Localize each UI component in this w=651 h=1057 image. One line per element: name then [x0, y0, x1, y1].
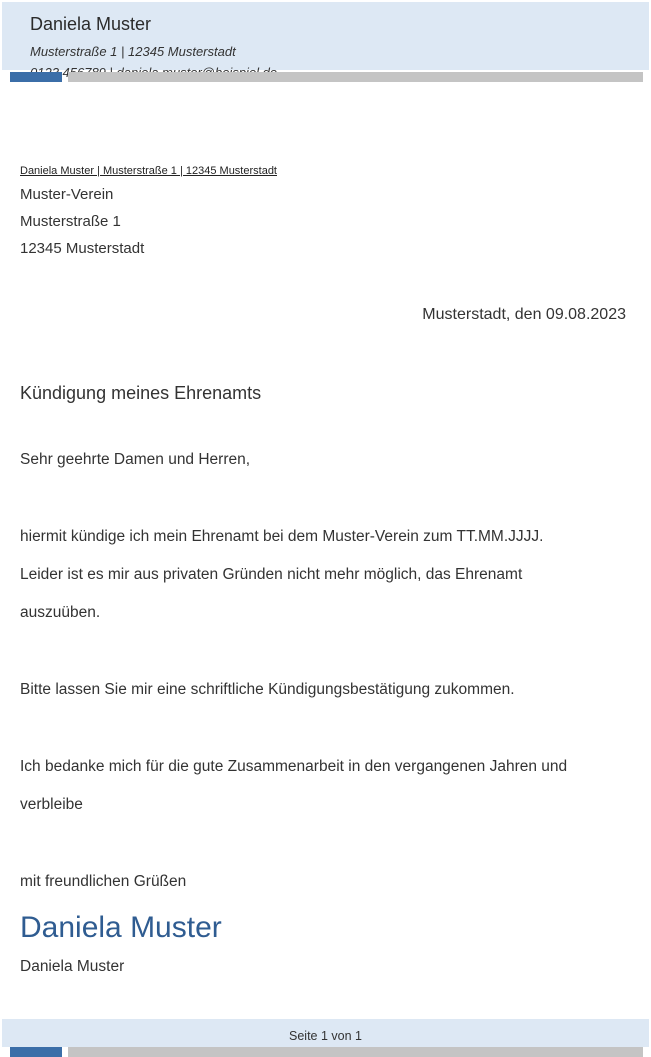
sender-line: Daniela Muster | Musterstraße 1 | 12345 Musterstadt [20, 165, 277, 177]
recipient-city: 12345 Musterstadt [20, 240, 145, 257]
header-divider-bar [68, 72, 643, 82]
body-line: Ich bedanke mich für die gute Zusammenarbeit in den vergangenen Jahren und [20, 758, 568, 775]
closing: mit freundlichen Grüßen [20, 873, 187, 890]
header-accent-bar [10, 72, 62, 82]
letterhead-name: Daniela Muster [30, 14, 152, 34]
footer-accent-bar [10, 1047, 62, 1057]
signature: Daniela Muster [20, 911, 222, 944]
recipient-street: Musterstraße 1 [20, 213, 121, 230]
date-line: Musterstadt, den 09.08.2023 [422, 306, 626, 323]
letter-subject: Kündigung meines Ehrenamts [20, 383, 262, 403]
body-line: auszuüben. [20, 604, 101, 621]
body-line: hiermit kündige ich mein Ehrenamt bei dem Muster-Verein zum TT.MM.JJJJ. [20, 528, 544, 545]
letterhead [2, 2, 649, 70]
body-line: Bitte lassen Sie mir eine schriftliche Kündigungsbestätigung zukommen. [20, 681, 515, 698]
footer-divider-bar [68, 1047, 643, 1057]
printed-name: Daniela Muster [20, 958, 125, 975]
page-number: Seite 1 von 1 [289, 1029, 362, 1043]
body-line: Leider ist es mir aus privaten Gründen nicht mehr möglich, das Ehrenamt [20, 566, 523, 583]
recipient-name: Muster-Verein [20, 186, 114, 203]
salutation: Sehr geehrte Damen und Herren, [20, 451, 251, 468]
body-line: verbleibe [20, 796, 83, 813]
letterhead-address: Musterstraße 1 | 12345 Musterstadt [30, 44, 236, 59]
